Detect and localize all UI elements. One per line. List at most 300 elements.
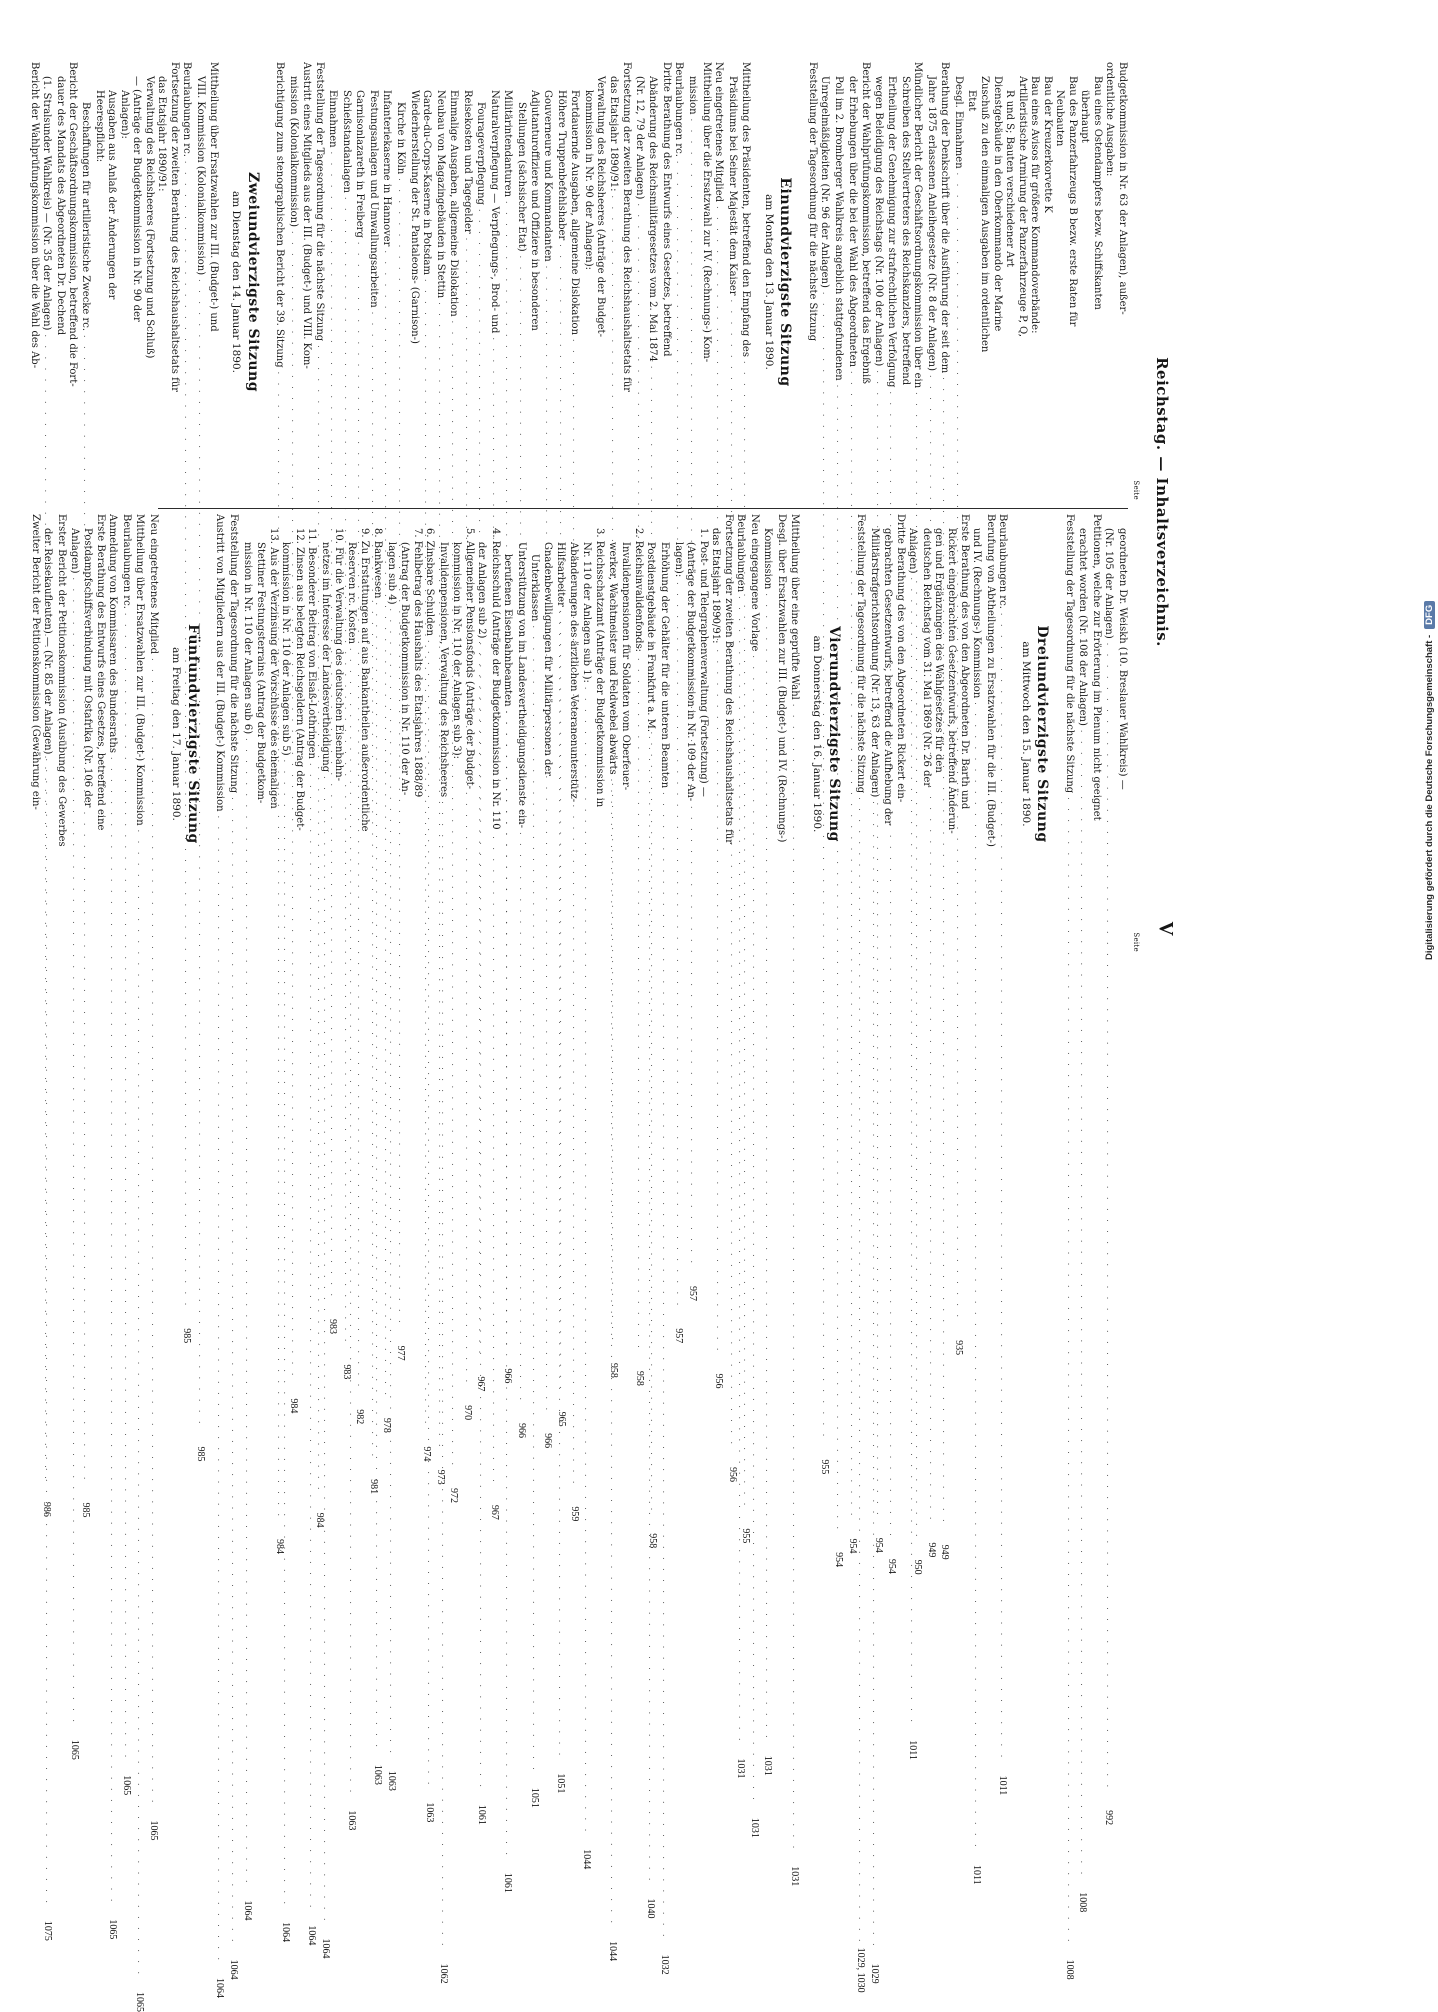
toc-page-number: 1029, 1030 <box>855 1947 867 1993</box>
toc-entry-text: Berufung von Abtheilungen zu Ersatzwahlen für die III. (Budget-) <box>984 514 996 847</box>
toc-entry-text: Gnadenbewilligungen für Militärpersonen der <box>542 542 554 777</box>
toc-entry-text: Austritt von Mitgliedern aus der III. (Budget-) Kommission <box>214 514 226 812</box>
leader-dots <box>855 797 868 1944</box>
toc-page-number: 992 <box>1103 1810 1115 1826</box>
toc-entry <box>1076 514 1090 1913</box>
seite-label-left: Seite <box>1132 480 1140 500</box>
toc-entry <box>957 514 970 954</box>
toc-page-number: 982 <box>354 1409 366 1425</box>
toc-entry-text: wegen Beleidigung des Reichstags (Nr. 100 der Anlagen) <box>872 76 884 367</box>
toc-entry-text: R und S; Bauten verschiedener Art <box>1004 90 1016 268</box>
toc-entry <box>27 62 40 502</box>
toc-entry-text: Feststellung der Tagesordnung für die nächste Sitzung <box>855 514 867 794</box>
toc-entry <box>92 62 105 502</box>
toc-page-number: 1065 <box>68 1739 80 1760</box>
toc-entry <box>28 514 41 954</box>
toc-entry-text: Kirche in Köln <box>395 102 407 175</box>
toc-page-number: 1044 <box>606 1941 618 1962</box>
page-numeral: V <box>1155 921 1177 936</box>
toc-entry-text: Festungsanlagen und Umwallungsarbeiten <box>367 90 379 308</box>
toc-entry-text: (1. Stralsunder Wahlkreis) — (Nr. 35 der Anlagen) <box>41 76 53 331</box>
toc-entry-text: Gouverneure und Kommandanten <box>542 90 554 262</box>
toc-entry <box>1028 62 1041 502</box>
leader-dots <box>606 779 619 1926</box>
toc-page-number: 1075 <box>42 1920 54 1941</box>
toc-entry-text: Mündlicher Bericht der Geschäftsordnungskommission über ein <box>912 62 924 389</box>
toc-entry-text: Naturalverpflegung — Verpflegungs-, Brod- und <box>488 90 500 334</box>
toc-page-number: 1051 <box>554 1773 566 1794</box>
toc-entry-text: Beurlaubungen rc. <box>673 62 685 157</box>
leader-dots <box>1103 643 1116 1790</box>
toc-page-number: 956 <box>713 1373 725 1389</box>
toc-entry-text: 2. Reichsinvalidenfonds: <box>632 528 644 653</box>
toc-entry <box>93 514 106 954</box>
toc-entry-text: lagen sub 4) <box>385 542 397 605</box>
toc-page-number: 1029 <box>868 1963 880 1984</box>
toc-page-number: 977 <box>395 1345 407 1361</box>
toc-entry-text: Anlagen) <box>68 528 80 574</box>
toc-entry <box>407 62 420 502</box>
session-date: am Mittwoch den 15. Januar 1890. <box>1019 641 1032 827</box>
toc-entry <box>398 514 411 954</box>
toc-page-number: 955 <box>740 1528 752 1544</box>
toc-page-number: 1062 <box>437 1963 449 1984</box>
toc-entry-text: Unregelmäßigkeiten (Nr. 96 der Anlagen) <box>819 76 831 288</box>
toc-entry-text: Dienstgebäude in den Oberkommando der Marine <box>991 76 1003 332</box>
toc-entry <box>854 514 868 1993</box>
toc-page-number: 935 <box>952 1340 964 1356</box>
toc-page-number: 973 <box>434 1469 446 1485</box>
toc-entry-text: Garde-du-Corps-Kaserne in Potsdam <box>421 90 433 275</box>
toc-entry-text: das Etatsjahr 1890/91: <box>710 528 722 644</box>
toc-entry <box>898 62 911 502</box>
toc-entry <box>983 514 996 954</box>
toc-entry-text: Mittheilung über eine geprüfte Wahl <box>788 514 800 700</box>
toc-entry-text: Bau der Kreuzerkorvette K <box>1041 76 1053 213</box>
toc-page-number: 983 <box>340 1364 352 1380</box>
toc-page-number: 983 <box>327 1319 339 1335</box>
toc-page-number: 1008 <box>1063 1959 1075 1980</box>
toc-entry-text: Neu eingetretenes Mitglied <box>147 514 159 655</box>
toc-entry-text: Adjutanturoffiziere und Offiziere in besonderen <box>529 90 541 331</box>
leader-dots <box>502 711 515 1858</box>
toc-entry-text: Heerespflicht: <box>93 90 105 163</box>
leader-dots <box>227 797 240 1944</box>
toc-entry-text: Verwaltung des Reichsheeres (Fortsetzung und Schluß) <box>143 76 155 359</box>
toc-entry <box>213 514 227 1998</box>
toc-entry-text: berufenen Eisenbahnbeamten <box>502 554 514 707</box>
toc-entry-text: 5. Allgemeiner Pensionsfonds (Anträge der Budget- <box>463 528 475 790</box>
toc-entry <box>965 62 978 502</box>
toc-entry-text: 10. Für die Verwaltung des deutschen Eisenbahn- <box>333 528 345 782</box>
toc-entry-text: Bau eines Ostendampfers bezw. Schiffskanten <box>1091 76 1103 310</box>
toc-page-number: 984 <box>287 1398 299 1414</box>
toc-page-number: 966 <box>542 1433 554 1449</box>
toc-entry <box>300 62 313 502</box>
toc-entry-text: Fortsetzung der zweiten Berathung des Reichshaushaltsetats für <box>168 62 180 393</box>
toc-page-number: 1061 <box>502 1872 514 1893</box>
toc-page-number: 1040 <box>645 1898 657 1919</box>
toc-page-number: 1051 <box>528 1787 540 1808</box>
session-date: am Donnerstag den 16. Januar 1890. <box>811 635 824 833</box>
toc-entry-text: Desgl. über Ersatzwahlen zur III. (Budget-) und IV. (Rechnungs-) <box>775 514 787 843</box>
toc-entry-text: (Anträge der Budgetkommission in Nr. 109 der An- <box>685 542 697 802</box>
toc-entry-text: Nr. 110 der Anlagen sub 1): <box>580 542 592 683</box>
toc-entry <box>292 514 305 954</box>
toc-entry-text: Einmalige Ausgaben, allgemeine Dislokation <box>448 90 460 317</box>
toc-entry <box>1078 62 1091 502</box>
toc-entry-text: Rickert eingebrachten Gesetzentwurfs, betreffend Änderun- <box>945 528 957 834</box>
toc-entry-text: Erster Bericht der Petitionskommission (Ausübung des Gewerbes <box>55 514 67 847</box>
toc-entry <box>240 514 254 1921</box>
toc-entry <box>787 514 801 1887</box>
toc-entry-text: Ausgaben aus Anlaß der Änderungen der <box>106 90 118 300</box>
toc-entry <box>593 514 606 954</box>
toc-entry-text: 12. Zinsen aus belegten Reichsgeldern (Antrag der Budget- <box>293 528 305 831</box>
toc-page-number: 949 <box>925 1542 937 1558</box>
toc-entry <box>105 62 118 502</box>
toc-entry <box>684 514 697 954</box>
toc-entry <box>1090 62 1103 502</box>
toc-entry-text: Unterklassen <box>528 554 540 622</box>
toc-page-number: 954 <box>872 1537 884 1553</box>
toc-entry <box>193 62 207 1462</box>
leader-dots <box>788 704 801 1851</box>
toc-entry-text: Beurlaubungen rc. <box>997 514 1009 609</box>
leader-dots <box>971 702 984 1849</box>
seite-label-right: Seite <box>1132 932 1140 952</box>
toc-entry <box>167 62 180 502</box>
leader-dots <box>1077 730 1090 1877</box>
session-date: am Dienstag den 14. Januar 1890. <box>230 191 242 373</box>
session-heading: Zweiundvierzigste Sitzung <box>244 171 261 393</box>
toc-page-number: 970 <box>461 1405 473 1421</box>
toc-entry <box>581 62 594 502</box>
leader-dots <box>120 613 133 1760</box>
toc-entry <box>970 514 984 1885</box>
toc-entry-text: Feststellung der Tagesordnung für die nächste Sitzung <box>228 514 239 794</box>
toc-entry-text: Erste Berathung des Entwurfs eines Gesetzes, betreffend eine <box>94 514 106 831</box>
toc-entry-text: — (Anträge der Budgetkommission in Nr. 90 der <box>131 76 143 322</box>
toc-entry <box>514 514 527 954</box>
toc-page-number: 1031 <box>762 1755 774 1776</box>
toc-entry-text: Postdienstgebäude in Frankfurt a. M. <box>645 542 657 733</box>
leader-dots <box>735 596 748 1743</box>
toc-page-number: 1031 <box>788 1866 800 1887</box>
leader-dots <box>68 577 81 1724</box>
toc-page-number: 959 <box>569 1506 581 1522</box>
toc-entry <box>620 62 633 502</box>
toc-entry <box>1089 514 1102 954</box>
toc-entry <box>254 514 267 954</box>
toc-entry-text: Neubau von Magazingebäuden in Stettin <box>434 90 446 299</box>
toc-page-number: 1008 <box>1077 1892 1089 1913</box>
leader-dots <box>762 593 775 1740</box>
toc-entry <box>709 514 722 954</box>
toc-entry <box>1062 514 1076 1980</box>
toc-entry-text: Berichtigung zum stenographischen Bericht der 39. Sitzung <box>274 62 286 368</box>
toc-entry <box>130 62 143 502</box>
leader-dots <box>580 687 593 1834</box>
toc-entry-text: deutschen Reichstag vom 31. Mai 1869 (Nr. 26 der <box>920 528 932 788</box>
toc-entry-text: Mittheilung über die Ersatzwahl zur IV. (Rechnungs-) Kom- <box>700 62 712 363</box>
toc-entry-text: Ertheilung der Genehmigung zur strafrechtlichen Verfolgung <box>886 76 898 388</box>
toc-entry-text: Bericht der Wahlprüfungskommission über die Wahl des Ab- <box>28 62 40 369</box>
toc-entry-text: Fortsetzung der zweiten Berathung des Reichshaushaltsetats für <box>722 514 734 845</box>
toc-entry-text: mission <box>687 76 699 115</box>
toc-page-number: 985 <box>79 1502 91 1518</box>
toc-page-number: 1011 <box>997 1775 1009 1796</box>
toc-page-number: 965 <box>555 1411 567 1427</box>
toc-entry-text: Erste Berathung des von den Abgeordneten Dr. Barth und <box>958 514 970 810</box>
toc-entry-text: der Erhebungen über die bei der Wahl des Abgeordneten <box>846 76 858 368</box>
toc-entry <box>761 514 775 1776</box>
toc-page-number: 955 <box>819 1459 831 1475</box>
toc-entry-text: Zuschuß zu den einmaligen Ausgaben im ordentlichen <box>978 76 990 353</box>
toc-page-number: 1011 <box>971 1865 983 1885</box>
digitization-note <box>1410 40 1435 960</box>
toc-entry-text: (Nr. 105 der Anlagen) <box>1103 528 1115 639</box>
toc-entry <box>977 62 990 502</box>
toc-page-number: 966 <box>502 1368 514 1384</box>
toc-entry-text: 11. Besonderer Beitrag von Elsaß-Lothringen <box>306 528 318 759</box>
toc-entry <box>119 514 133 1796</box>
toc-entry-text: Militärstrafgerichtsordnung (Nr. 13, 63 der Anlagen) <box>868 528 880 798</box>
toc-entry-text: Bericht der Wahlprüfungskommission, betreffend das Ergebniß <box>860 62 872 384</box>
toc-page-number: 1064 <box>214 1978 226 1998</box>
session-heading: Vierundvierzigste Sitzung <box>825 626 842 842</box>
toc-entry-text: Poll im 2. Bromberger Wahlkreis angeblich stattgefundenen <box>832 76 844 381</box>
toc-entry-text: Invalidenpensionen für Soldaten vom Oberfeuer- <box>620 542 632 791</box>
toc-entry <box>658 514 672 1975</box>
toc-entry <box>410 514 423 954</box>
toc-entry <box>932 514 945 954</box>
toc-page-number: 1063 <box>385 1770 397 1791</box>
leader-dots <box>241 738 254 1885</box>
toc-page-number: 984 <box>313 1512 325 1528</box>
toc-entry-text: Zweiter Bericht der Petitionskommission (Gewährung ein- <box>29 514 41 810</box>
toc-entry <box>106 514 120 1940</box>
toc-entry-text: Fortdauernde Ausgaben, allgemeine Dislokation <box>569 90 581 336</box>
toc-entry-text: 4. Reichsschuld (Anträge der Budgetkommission in Nr. 110 <box>489 528 501 830</box>
toc-entry-text: der Anlagen sub 2) <box>476 542 488 639</box>
toc-entry-text: (Nr. 12, 79 der Anlagen) <box>633 76 645 200</box>
toc-entry-text: Erhöhung der Gehälter für die unteren Beamten <box>659 542 671 789</box>
toc-entry-text: Reserven rc. Kosten <box>345 542 357 644</box>
toc-entry <box>146 514 160 1841</box>
toc-entry-text: geordneten Dr. Weiskh (10. Breslauer Wahlkreis) — <box>1117 528 1128 790</box>
toc-entry <box>1103 62 1116 502</box>
leader-dots <box>371 603 384 1750</box>
toc-page-number: 949 <box>939 1544 951 1560</box>
toc-page-number: 984 <box>274 1539 286 1555</box>
toc-page-number: 967 <box>475 1376 487 1392</box>
toc-page-number: 958 <box>633 1370 645 1386</box>
toc-entry <box>1115 62 1128 502</box>
toc-page-number: 1063 <box>372 1764 384 1785</box>
toc-page-number: 954 <box>846 1538 858 1554</box>
toc-entry <box>133 514 147 2012</box>
toc-entry <box>774 514 787 954</box>
toc-entry-text: 13. Aus der Verzinsung der Vorschüsse des ehemaligen <box>267 528 279 809</box>
digitization-note-text: Digitalisierung gefördert durch die Deutsche Forschungsgemeinschaft - <box>1424 634 1435 960</box>
toc-entry-text: Jahre 1875 erlassenen Anleihegesetze (Nr. 8 der Anlagen) <box>925 76 937 372</box>
toc-entry-text: und IV. (Rechnungs-) Kommission <box>971 528 983 699</box>
toc-entry <box>117 62 130 502</box>
leader-dots <box>476 642 489 1789</box>
toc-entry-text: Garnisonlazareth in Freiberg <box>354 90 366 238</box>
toc-entry-text: 9. Zu Erstattungen auf aus Bankantheilen außerordentliche <box>359 528 371 832</box>
toc-page-number: 956 <box>726 1467 738 1482</box>
toc-entry-text: Bericht der Geschäftsordnungskommission, betreffend die Fort- <box>67 62 79 387</box>
toc-page-number: 1044 <box>580 1849 592 1870</box>
toc-page-number: 974 <box>421 1446 433 1462</box>
toc-entry <box>996 514 1010 1796</box>
toc-entry-text: gen und Ergänzungen des Wahlgesetzes für den <box>933 528 945 773</box>
toc-entry-text: mission (Kolonialkommission) <box>287 76 299 227</box>
toc-page-number: 954 <box>832 1552 844 1568</box>
toc-entry-text: Fortsetzung der zweiten Berathung des Reichshaushaltsetats für <box>621 62 633 393</box>
toc-page-number: 985 <box>181 1328 193 1344</box>
toc-entry-text: Fourageverpflegung <box>475 102 487 205</box>
toc-entry-text: 7. Fehlbetrag des Haushalts des Etatsjahres 1888/89 <box>411 528 423 798</box>
toc-entry <box>1115 514 1128 954</box>
toc-entry-text: Schießstandanlagen <box>340 90 352 193</box>
toc-entry <box>450 514 463 954</box>
toc-entry-text: dauer des Mandats des Abgeordneten Dr. Dechend <box>54 76 66 336</box>
toc-page-number: 957 <box>687 1286 699 1302</box>
toc-entry-text: (Antrag der Budgetkommission in Nr. 110 der An- <box>399 542 411 796</box>
toc-entry-text: lagen): <box>672 542 684 578</box>
page-header <box>1142 62 1177 942</box>
toc-entry-text: ordentliche Ausgaben: <box>1104 62 1116 177</box>
toc-entry <box>659 62 672 502</box>
toc-page-number: 967 <box>488 1504 500 1520</box>
toc-page-number: 1011 <box>907 1740 919 1760</box>
toc-entry-text: Anmeldung von Kommissaren des Bundesraths <box>107 514 119 753</box>
toc-entry <box>696 514 709 954</box>
toc-entry-text: Höhere Truppenbefehlshaber <box>555 90 567 241</box>
toc-entry-text: kommission in Nr. 110 der Anlagen sub 3): <box>451 542 463 760</box>
toc-page-number: 1065 <box>120 1775 132 1796</box>
toc-page-number: 972 <box>448 1488 460 1504</box>
session-heading: Dreiundvierzigste Sitzung <box>1034 625 1051 843</box>
toc-entry-text: Mittheilung des Präsidenten, betreffend den Empfang des <box>740 62 752 357</box>
toc-entry <box>67 514 81 1760</box>
toc-entry <box>207 62 220 502</box>
toc-page-number: 1064 <box>241 1900 253 1921</box>
toc-entry-text: gebrachten Gesetzentwurfs, betreffend die Aufhebung der <box>882 528 894 826</box>
toc-page-number: 1065 <box>107 1919 119 1940</box>
leader-dots <box>385 609 398 1756</box>
toc-page-number: 1061 <box>476 1804 488 1825</box>
leader-dots <box>868 801 881 1948</box>
toc-entry-text: Abänderungen des ärztlichen Veteranenunterstütz- <box>568 542 580 803</box>
toc-entry-text: Beurlaubungen <box>735 514 747 593</box>
toc-entry <box>81 514 94 954</box>
toc-entry-text: Schreiben des Stellvertreters des Reichskanzlers, betreffend <box>899 76 911 386</box>
toc-page-number: 1065 <box>134 1992 146 2012</box>
running-head: Reichstag. — Inhaltsverzeichnis. <box>1153 357 1171 647</box>
toc-entry-text: Stellungen (sächsischer Etat) <box>515 102 527 252</box>
toc-entry <box>462 514 475 954</box>
toc-entry <box>266 514 279 954</box>
toc-entry <box>1065 62 1078 502</box>
toc-page-number: 1064 <box>306 1925 318 1946</box>
toc-entry-text: 6. Zinsbare Schulden <box>424 528 436 636</box>
leader-dots <box>134 830 147 1977</box>
toc-entry <box>155 62 168 502</box>
toc-entry-text: Bau eines Avisos für größere Kommandoverbände: <box>1029 76 1041 334</box>
toc-entry <box>1003 62 1016 502</box>
leader-dots <box>748 655 761 1802</box>
toc-entry-text: Budgetkommission in Nr. 63 der Anlagen), außer- <box>1117 62 1128 315</box>
toc-entry-text: Artilleristische Armirung der Panzerfahrzeuge P, Q, <box>1016 76 1028 337</box>
leader-dots <box>319 776 332 1923</box>
toc-entry <box>881 514 894 954</box>
toc-entry-text: 8. Bankwesen <box>372 528 384 599</box>
toc-page-number: 981 <box>367 1479 379 1495</box>
toc-entry-text: Präsidiums bei Seiner Majestät dem Kaiser <box>726 76 738 296</box>
toc-entry-text: Postdampfschiffsverbindung mit Ostafrika (Nr. 106 der <box>82 528 94 808</box>
toc-entry <box>747 514 761 1838</box>
toc-entry-text: das Etatsjahr 1890/91: <box>156 76 168 192</box>
leader-dots <box>1063 797 1076 1944</box>
toc-entry <box>488 514 501 954</box>
toc-page-number: 986 <box>41 1501 53 1517</box>
toc-entry-text: Anlagen): <box>118 90 130 139</box>
toc-entry-text: Beschaffungen für artilleristische Zwecke rc. <box>79 102 91 332</box>
toc-page-number: 978 <box>381 1417 393 1433</box>
toc-page-number: 950 <box>912 1559 924 1575</box>
toc-entry-text: 1. Post- und Telegraphenverwaltung (Fortsetzung) — <box>697 528 709 797</box>
toc-entry <box>1015 62 1028 502</box>
toc-entry <box>66 62 79 502</box>
session-heading: Einundvierzigste Sitzung <box>777 177 794 387</box>
toc-entry-text: Kommission <box>762 528 774 590</box>
toc-entry <box>527 514 541 1808</box>
toc-entry-text: Neu eingegangene Vorlage <box>748 514 760 652</box>
toc-entry-text: Neubauten <box>1054 90 1066 147</box>
toc-page-number: 966 <box>515 1423 527 1439</box>
toc-entry <box>142 62 155 502</box>
toc-entry <box>1102 514 1116 1826</box>
toc-entry-text: Stettiner Festungsterrains (Antrag der Budgetkom- <box>255 542 267 804</box>
rotated-content <box>28 62 1177 2012</box>
toc-page-number: 1063 <box>345 1810 357 1831</box>
toc-entry-text: 3. Reichsschatzamt (Anträge der Budgetkommission in <box>594 528 606 808</box>
toc-entry-text: Invalidenpensionen, Verwaltung des Reichsheeres <box>437 542 449 798</box>
leader-dots <box>345 648 358 1795</box>
toc-entry <box>845 62 859 1554</box>
leader-dots <box>424 640 437 1787</box>
toc-page-number: 1031 <box>748 1817 760 1838</box>
toc-entry-text: Militärintendanturen <box>502 90 514 198</box>
toc-entry-text: VIII. Kommission (Kolonialkommission) <box>194 76 206 276</box>
toc-entry <box>919 514 932 954</box>
toc-entry <box>859 62 872 502</box>
leader-dots <box>907 577 920 1724</box>
toc-entry <box>671 514 684 954</box>
toc-entry-text: Infanteriekaserne in Hannover <box>381 90 393 247</box>
toc-entry-text: Anlagen) <box>907 528 919 574</box>
toc-entry <box>54 514 67 954</box>
leader-dots <box>280 760 293 1907</box>
toc-page-number: 1032 <box>659 1954 671 1975</box>
toc-entry-text: Dritte Berathung des von den Abgeordneten Rickert ein- <box>894 514 906 803</box>
toc-entry-text: Unterstützung von im Landesvertheidigungsdienste ein- <box>516 542 528 829</box>
leader-dots <box>645 736 658 1883</box>
